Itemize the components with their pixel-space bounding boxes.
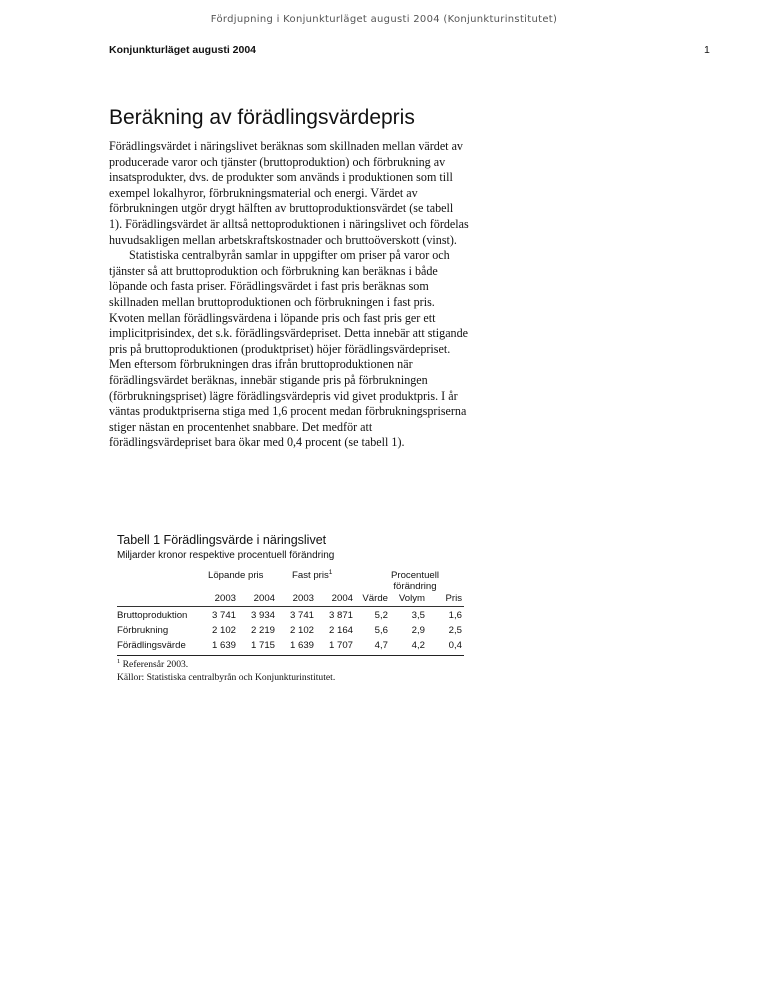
table-cell: 2 164 <box>328 625 353 636</box>
table-bottom-rule <box>117 655 464 656</box>
page-number: 1 <box>704 44 710 56</box>
table-cell: 5,2 <box>374 610 388 621</box>
table-cell: 3 741 <box>211 610 236 621</box>
table-cell: 3 934 <box>250 610 275 621</box>
table-cell: 1 639 <box>289 640 314 651</box>
column-header: Pris <box>445 593 462 604</box>
table-cell: 2,5 <box>448 625 462 636</box>
page-title: Beräkning av förädlingsvärdepris <box>109 106 415 129</box>
column-header: Volym <box>398 593 425 604</box>
table-cell: 3 741 <box>289 610 314 621</box>
column-group-current-price: Löpande pris <box>208 570 264 581</box>
footnote-marker: 1 <box>328 568 333 576</box>
table-cell: 2 219 <box>250 625 275 636</box>
footnote-reference-year: $^1$ Referensår 2003. <box>117 657 189 670</box>
table-cell: 4,7 <box>374 640 388 651</box>
column-header: Värde <box>362 593 388 604</box>
table-header-rule <box>117 606 464 607</box>
row-label: Förädlingsvärde <box>117 640 186 651</box>
paragraph: Statistiska centralbyrån samlar in uppgifter om priser på varor och tjänster så att bruttoproduktion och förbrukning kan beräknas i både löpande och fasta priser. Förädlingsvärdet i fast pris beräknas som skillnaden mellan bruttoproduktionen och förbrukningen i fast pris. Kvoten mellan förädlingsvärdena i löpande pris och fast pris ger ett implicitprisindex, det s.k. förädlingsvärdepriset. Detta innebär att stigande pris på bruttoproduktionen (produktpriset) höjer förädlingsvärdepriset. Men eftersom förbrukningen dras ifrån bruttoproduktionen när förädlingsvärdet beräknas, innebär stigande pris på förbrukningen (förbrukningspriset) lägre förädlingsvärdepris vid givet produktpris. I år väntas produktpriserna stiga med 1,6 procent medan förbrukningspriserna stiger nästan en procentenhet snabbare. Det medför att förädlingsvärdepriset bara ökar med 0,4 procent (se tabell 1). <box>109 248 469 450</box>
running-head: Konjunkturläget augusti 2004 <box>109 44 257 56</box>
column-header: 2003 <box>292 593 314 604</box>
column-group-fixed-price: Fast pris$^1$ <box>292 568 333 581</box>
table-cell: 3,5 <box>411 610 425 621</box>
table-subtitle: Miljarder kronor respektive procentuell förändring <box>117 550 335 561</box>
row-label: Bruttoproduktion <box>117 610 188 621</box>
table-sources: Källor: Statistiska centralbyrån och Konjunkturinstitutet. <box>117 672 336 683</box>
table-cell: 2,9 <box>411 625 425 636</box>
document-banner: Fördjupning i Konjunkturläget augusti 2004 (Konjunkturinstitutet) <box>210 14 558 25</box>
table-cell: 1,6 <box>448 610 462 621</box>
table-cell: 2 102 <box>289 625 314 636</box>
column-header: 2004 <box>331 593 353 604</box>
table-cell: 0,4 <box>448 640 462 651</box>
table-cell: 1 715 <box>250 640 275 651</box>
table-cell: 5,6 <box>374 625 388 636</box>
row-label: Förbrukning <box>117 625 169 636</box>
table-cell: 1 639 <box>211 640 236 651</box>
column-group-change-line2: förändring <box>393 581 437 592</box>
column-group-change-line1: Procentuell <box>391 570 439 581</box>
table-title: Tabell 1 Förädlingsvärde i näringslivet <box>117 533 327 547</box>
paragraph: Förädlingsvärdet i näringslivet beräknas som skillnaden mellan värdet av producerade varor och tjänster (bruttoproduktion) och förbrukning av insatsprodukter, dvs. de produkter som används i produktionen som till exempel lokalhyror, förbrukningsmaterial och energi. Värdet av förbrukningen utgör drygt hälften av bruttoproduktionsvärdet (se tabell 1). Förädlingsvärdet är alltså nettoproduktionen i näringslivet och fördelas huvudsakligen mellan arbetskraftskostnader och bruttoöverskott (vinst). <box>109 139 469 247</box>
body-text <box>109 139 469 451</box>
table-cell: 2 102 <box>211 625 236 636</box>
table-cell: 4,2 <box>411 640 425 651</box>
table-cell: 3 871 <box>328 610 353 621</box>
column-header: 2004 <box>253 593 275 604</box>
column-header: 2003 <box>214 593 236 604</box>
table-cell: 1 707 <box>328 640 353 651</box>
